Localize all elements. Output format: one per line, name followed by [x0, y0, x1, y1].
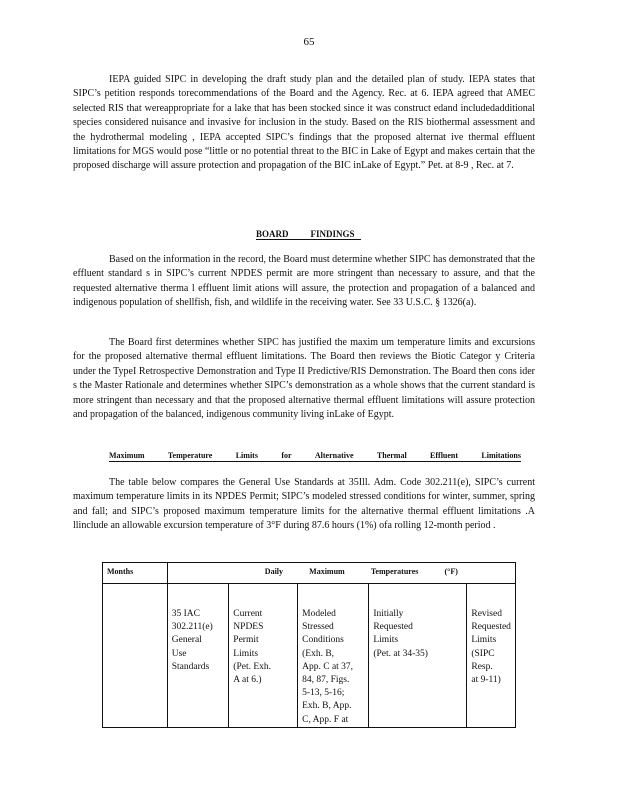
paragraph-iepa-guidance	[73, 73, 535, 174]
cell-line: 35 IAC	[171, 609, 200, 619]
current-npdes-limits-cell	[229, 584, 298, 728]
cell-line: General	[171, 635, 202, 646]
cell-line: Exh. B, App.	[302, 701, 352, 712]
subheading-word: Maximum	[109, 451, 145, 460]
cell-line: (SIPC Resp.	[471, 648, 495, 672]
cell-line: Limits	[233, 648, 259, 659]
months-header-cell: Months	[103, 563, 168, 584]
cell-line: App. C at 37,	[302, 661, 354, 672]
maximum-temperature-subheading	[109, 451, 521, 462]
subheading-word: for	[281, 451, 292, 460]
table-header-row	[103, 563, 516, 584]
cell-line: Stressed	[302, 622, 334, 633]
subheading-word: Alternative	[314, 451, 354, 460]
cell-line: Modeled	[302, 609, 336, 619]
table-row	[103, 584, 516, 728]
months-cell	[103, 584, 168, 728]
heading-findings-word: FINDINGS	[310, 229, 355, 239]
header-word: Temperatures	[370, 567, 419, 576]
cell-line: Current	[233, 609, 263, 619]
cell-line: (Exh. B,	[302, 648, 335, 659]
cell-line: A at 6.)	[233, 675, 262, 686]
cell-line: 302.211(e)	[171, 622, 213, 633]
header-word: (°F)	[444, 567, 458, 576]
paragraph-iepa-guidance-text: IEPA guided SIPC in developing the draft study plan and the detailed plan of study. IEPA states that SIPC’s petition responds torecommendations of the Board and the Agency. Rec. at 6. IEPA agreed that AMEC selected RIS that wereappropriate for a lake that has been stocked since it was construct edand includedadditional species considered nuisance and invasive for inclusion in the study. Based on the RIS biothermal assessment and the hydrothermal modeling , IEPA accepted SIPC’s findings that the proposed alternat ive thermal effluent limitations for MGS would pose “little or no potential threat to the BIC in Lake of Egypt and makes certain that the proposed discharge will assure protection and propagation of the BIC inLake of Egypt.” Pet. at 8-9 , Rec. at 7.	[73, 74, 535, 172]
subheading-word: Temperature	[167, 451, 213, 460]
header-word: Daily	[264, 567, 284, 576]
paragraph-board-review-text: The Board first determines whether SIPC has justified the maxim um temperature limits and excursions for the proposed alternative thermal effluent limitations. The Board then reviews the Biotic Categor y Criteria under the TypeI Retrospective Demonstration and Type II Predictive/RIS Demonstration. The Board then cons ider s the Master Rationale and determines whether SIPC’s demonstration as a whole shows that the current standard is more stringent than necessary and that the proposed alternative thermal effluent limitations will assure protection and propagation of the balanced, indigenous community living inLake of Egypt.	[73, 337, 535, 421]
cell-line: at 9-11)	[471, 675, 501, 686]
paragraph-board-determination	[73, 253, 535, 311]
paragraph-board-determination-text: Based on the information in the record, the Board must determine whether SIPC has demonstrated that the effluent standard s in SIPC’s current NPDES permit are more stringent than necessary to assure, and that the requested alternative therma l effluent limit ations will assure, the protection and propagation of a balanced and indigenous population of shellfish, fish, and wildlife in the receiving water. See 33 U.S.C. § 1326(a).	[73, 254, 535, 309]
cell-line: NPDES	[233, 622, 264, 633]
paragraph-board-review	[73, 336, 535, 422]
cell-line: Requested	[471, 622, 511, 633]
board-findings-heading	[256, 229, 361, 240]
temperature-limits-table	[102, 562, 516, 728]
subheading-word: Thermal	[376, 451, 407, 460]
subheading-word: Effluent	[430, 451, 459, 460]
subheading-word: Limitations	[481, 451, 521, 460]
cell-line: (Pet. at 34-35)	[373, 648, 428, 659]
cell-line: C, App. F at	[302, 714, 349, 725]
cell-line: 5-13, 5-16;	[302, 688, 345, 699]
cell-line: Conditions	[302, 635, 344, 646]
cell-line: Revised	[471, 609, 502, 619]
heading-board-word: BOARD	[256, 229, 289, 239]
modeled-stressed-conditions-cell	[298, 584, 369, 728]
daily-max-header-cell	[167, 563, 515, 584]
paragraph-table-intro	[73, 476, 535, 534]
cell-line: Requested	[373, 622, 413, 633]
cell-line: Standards	[171, 661, 210, 672]
page-number: 65	[303, 36, 315, 48]
cell-line: 84, 87, Figs.	[302, 675, 350, 686]
revised-requested-limits-cell	[467, 584, 516, 728]
initially-requested-limits-cell	[369, 584, 467, 728]
cell-line: Permit	[233, 635, 259, 646]
paragraph-table-intro-text: The table below compares the General Use Standards at 35Ill. Adm. Code 302.211(e), SIPC’s current maximum temperature limits in its NPDES Permit; SIPC’s modeled stressed conditions for winter, summer, spring and fall; and SIPC’s proposed maximum temperature limits for the alternative thermal effluent limitations .A llinclude an allowable excursion temperature of 3°F during 87.6 hours (1%) ofa rolling 12-month period .	[73, 477, 535, 532]
cell-line: Initially	[373, 609, 404, 619]
cell-line: Limits	[373, 635, 399, 646]
cell-line: (Pet. Exh.	[233, 661, 272, 672]
general-use-standards-cell	[167, 584, 229, 728]
cell-line: Limits	[471, 635, 497, 646]
cell-line: Use	[171, 648, 187, 659]
header-word: Maximum	[309, 567, 345, 576]
subheading-word: Limits	[235, 451, 258, 460]
